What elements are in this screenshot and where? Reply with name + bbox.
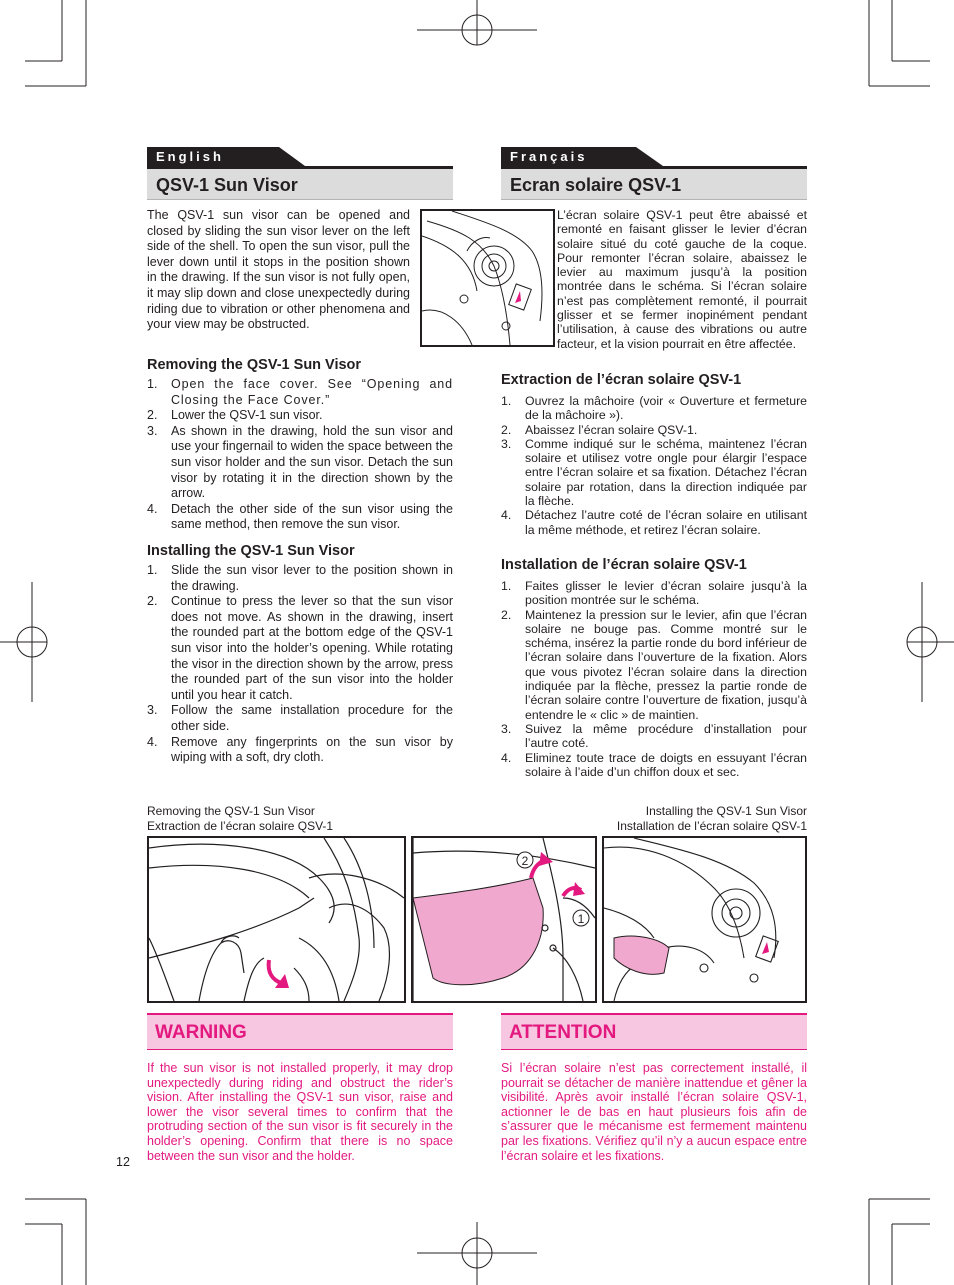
list-item: 3. Follow the same installation procedure for the other side. bbox=[147, 703, 453, 733]
list-item: 4. Remove any fingerprints on the sun visor by wiping with a soft, dry cloth. bbox=[147, 734, 453, 765]
removing-steps bbox=[147, 377, 453, 533]
language-tab-french bbox=[501, 147, 666, 166]
removing-drawing bbox=[149, 838, 404, 1001]
list-item: 4. Detach the other side of the sun visor using the same method, then remove the sun visor. bbox=[147, 501, 453, 532]
lever-diagram bbox=[420, 209, 555, 347]
figure-caption-installing: Installing the QSV-1 Sun Visor Installation de l’écran solaire QSV-1 bbox=[616, 804, 807, 833]
list-item: 2. Continue to press the lever so that the sun visor does not move. As shown in the drawing, insert the rounded part at the bottom edge of the QSV-1 sun visor into the holder’s opening. While rotating the visor in the direction shown by the arrow, press the rounded part of the sun visor into the holder until you hear it catch. bbox=[147, 594, 453, 702]
intro-text: The QSV-1 sun visor can be opened and closed by sliding the sun visor lever on the left side of the shell. To open the sun visor, pull the lever down until it stops in the position shown in the drawing. If the sun visor is not fully open, it may slip down and close unexpectedly during riding due to vibration or other phenomena and your view may be obstructed. bbox=[147, 208, 410, 332]
warning-title: WARNING bbox=[155, 1022, 247, 1043]
section-title-bar bbox=[501, 166, 807, 200]
page-title: QSV-1 Sun Visor bbox=[156, 175, 298, 195]
installing-drawing bbox=[413, 838, 595, 1001]
removing-heading-fr: Extraction de l’écran solaire QSV-1 bbox=[501, 372, 742, 388]
language-tab-english bbox=[147, 147, 307, 166]
attention-bar bbox=[501, 1013, 807, 1050]
list-item: 2. Abaissez l’écran solaire QSV-1. bbox=[501, 422, 698, 437]
lever-detail-drawing bbox=[604, 838, 805, 1001]
attention-text: Si l’écran solaire n’est pas correctement installé, il pourrait se détacher de manière inattendue et gêner la visibilité. Après avoir installé l’écran solaire QSV-1, actionner le de bas en haut plusieurs fois afin de s’assurer que le mécanisme est fermement maintenu par les fixations. Vérifiez qu’il n’y a aucun espace entre l’écran solaire et les fixations. bbox=[501, 1061, 807, 1163]
list-item: 1. Slide the sun visor lever to the position shown in the drawing. bbox=[147, 563, 453, 593]
page-number: 12 bbox=[116, 1155, 130, 1169]
installing-heading: Installing the QSV-1 Sun Visor bbox=[147, 543, 355, 559]
installing-steps-fr bbox=[501, 579, 807, 779]
installing-steps bbox=[147, 563, 453, 766]
list-item: 4. Détachez l’autre coté de l’écran solaire en utilisant la même méthode, et retirez l’écran solaire. bbox=[501, 508, 807, 537]
language-label: English bbox=[156, 149, 224, 164]
attention-title: ATTENTION bbox=[509, 1022, 617, 1043]
intro-text-fr: L’écran solaire QSV-1 peut être abaissé et remonté en faisant glisser le levier d’écran solaire situé du coté gauche de la coque. Pour remonter l’écran solaire, abaissez le levier au maximum jusqu’à la position montrée dans le schéma. Si l’écran solaire n’est pas complètement remonté, il pourrait glisser et se fermer inopinément pendant l’utilisation, à cause des vibrations ou autre facteur, et la vision pourrait en être affectée. bbox=[557, 208, 807, 351]
list-item: 3. As shown in the drawing, hold the sun visor and use your fingernail to widen the space between the sun visor holder and the sun visor. Detach the sun visor by rotating it in the direction shown by the arrow. bbox=[147, 423, 453, 501]
list-item: 1. Ouvrez la mâchoire (voir « Ouverture et fermeture de la mâchoire »). bbox=[501, 394, 807, 423]
figure-caption-removing: Removing the QSV-1 Sun Visor Extraction de l’écran solaire QSV-1 bbox=[147, 804, 334, 833]
lever-drawing bbox=[422, 211, 553, 345]
list-item: 1. Open the face cover. See “Opening and Closing the Face Cover.” bbox=[147, 377, 453, 407]
list-item: 4. Eliminez toute trace de doigts en essuyant l’écran solaire à l’aide d’un chiffon doux et sec. bbox=[501, 750, 807, 779]
list-item: 3. Suivez la même procédure d’installation pour l’autre coté. bbox=[501, 721, 807, 751]
installing-heading-fr: Installation de l’écran solaire QSV-1 bbox=[501, 557, 747, 573]
warning-text: If the sun visor is not installed properly, it may drop unexpectedly during riding and obstruct the rider’s vision. After installing the QSV-1 sun visor, raise and lower the visor several times to confirm that the protruding section of the sun visor is fit securely in the holder’s opening. Confirm that there is no space between the sun visor and the holder. bbox=[147, 1061, 453, 1163]
page-title-fr: Ecran solaire QSV-1 bbox=[510, 175, 682, 195]
installing-figure bbox=[411, 836, 597, 1003]
list-item: 2. Maintenez la pression sur le levier, afin que l’écran solaire ne bouge pas. Comme montré sur le schéma, insérez la partie ronde du bord inférieur de l’écran solaire dans l’ouverture de la fixation. Alors que vous pivotez l’écran solaire dans la direction indiquée par la flèche, pressez la partie ronde de l’écran solaire contre l’ouverture de fixation, jusqu’à entendre le « clic » de maintien. bbox=[501, 607, 807, 722]
callout-two: 2 bbox=[521, 854, 529, 868]
warning-bar bbox=[147, 1013, 453, 1050]
callout-one: 1 bbox=[577, 912, 585, 926]
removing-heading: Removing the QSV-1 Sun Visor bbox=[147, 357, 362, 373]
language-label: Français bbox=[510, 149, 588, 164]
removing-steps-fr bbox=[501, 394, 807, 537]
list-item: 3. Comme indiqué sur le schéma, maintenez l’écran solaire et utilisez votre ongle pour élargir l’espace entre l’écran solaire et sa fixation. Détachez l’écran solaire par rotation, dans la direction indiquée par la flèche. bbox=[501, 436, 807, 509]
removing-figure bbox=[147, 836, 406, 1003]
list-item: 2. Lower the QSV-1 sun visor. bbox=[147, 408, 323, 423]
list-item: 1. Faites glisser le levier d’écran solaire jusqu’à la position montrée sur le schéma. bbox=[501, 579, 807, 608]
section-title-bar bbox=[147, 166, 453, 200]
lever-detail-figure bbox=[602, 836, 807, 1003]
